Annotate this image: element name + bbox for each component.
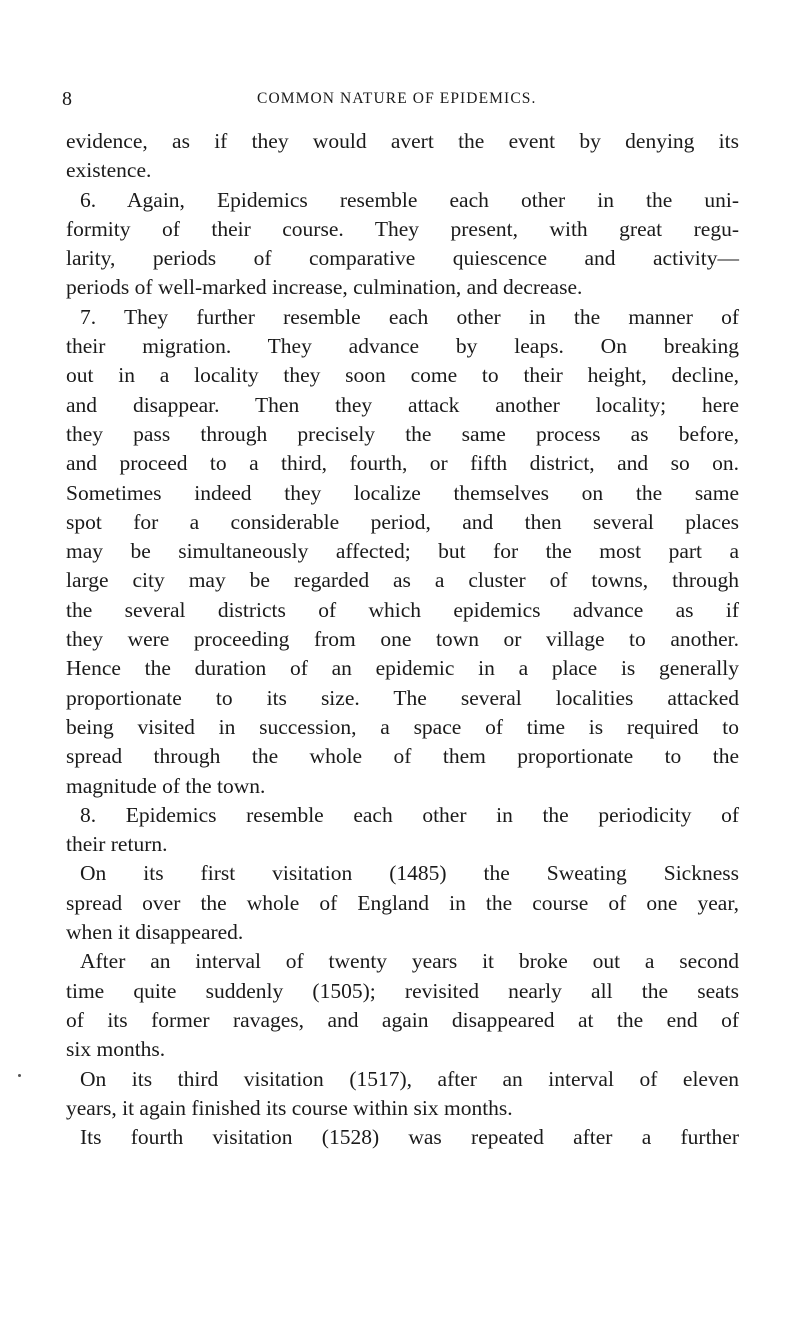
- text-line: periods of well-marked increase, culmination, and decrease.: [66, 275, 583, 300]
- text-line: years, it again finished its course within six months.: [66, 1095, 513, 1120]
- text-line: the several districts of which epidemics advance as if: [66, 597, 739, 622]
- text-line: After an interval of twenty years it broke out a second: [80, 949, 739, 974]
- text-line: six months.: [66, 1037, 166, 1062]
- text-line: when it disappeared.: [66, 920, 244, 945]
- text-line: Its fourth visitation (1528) was repeated after a further: [80, 1125, 739, 1150]
- running-title: COMMON NATURE OF EPIDEMICS.: [257, 90, 537, 107]
- text-line: existence.: [66, 158, 152, 183]
- text-line: spread through the whole of them proportionate to the: [66, 744, 739, 769]
- text-line: formity of their course. They present, with great regu-: [66, 216, 739, 241]
- body-text: [66, 127, 739, 1152]
- margin-speck: [18, 1074, 21, 1077]
- text-line: they were proceeding from one town or village to another.: [66, 627, 739, 652]
- page-number: 8: [62, 88, 73, 110]
- text-line: evidence, as if they would avert the event by denying its: [66, 129, 739, 153]
- text-line: of its former ravages, and again disappeared at the end of: [66, 1007, 739, 1032]
- text-line: proportionate to its size. The several localities attacked: [66, 685, 739, 710]
- text-line: On its third visitation (1517), after an interval of eleven: [80, 1066, 739, 1091]
- text-line: large city may be regarded as a cluster of towns, through: [66, 568, 739, 593]
- text-line: spot for a considerable period, and then several places: [66, 509, 739, 534]
- text-line: magnitude of the town.: [66, 773, 266, 798]
- text-line: 8. Epidemics resemble each other in the periodicity of: [80, 802, 739, 827]
- text-line: Sometimes indeed they localize themselves on the same: [66, 480, 739, 505]
- text-line: may be simultaneously affected; but for the most part a: [66, 539, 739, 564]
- text-line: 6. Again, Epidemics resemble each other in the uni-: [80, 187, 739, 212]
- text-line: and disappear. Then they attack another locality; here: [66, 392, 739, 417]
- running-head: [0, 88, 801, 112]
- text-line: their migration. They advance by leaps. On breaking: [66, 334, 739, 359]
- text-line: larity, periods of comparative quiescence and activity—: [66, 246, 739, 271]
- text-line: 7. They further resemble each other in the manner of: [80, 304, 739, 329]
- text-line: spread over the whole of England in the course of one year,: [66, 890, 739, 915]
- text-line: time quite suddenly (1505); revisited nearly all the seats: [66, 978, 739, 1003]
- text-line: their return.: [66, 832, 168, 857]
- text-line: being visited in succession, a space of time is required to: [66, 714, 739, 739]
- text-line: out in a locality they soon come to their height, decline,: [66, 363, 739, 388]
- text-line: Hence the duration of an epidemic in a place is generally: [66, 656, 739, 681]
- text-line: and proceed to a third, fourth, or fifth district, and so on.: [66, 451, 739, 476]
- text-line: On its first visitation (1485) the Sweating Sickness: [80, 861, 739, 886]
- text-line: they pass through precisely the same process as before,: [66, 421, 739, 446]
